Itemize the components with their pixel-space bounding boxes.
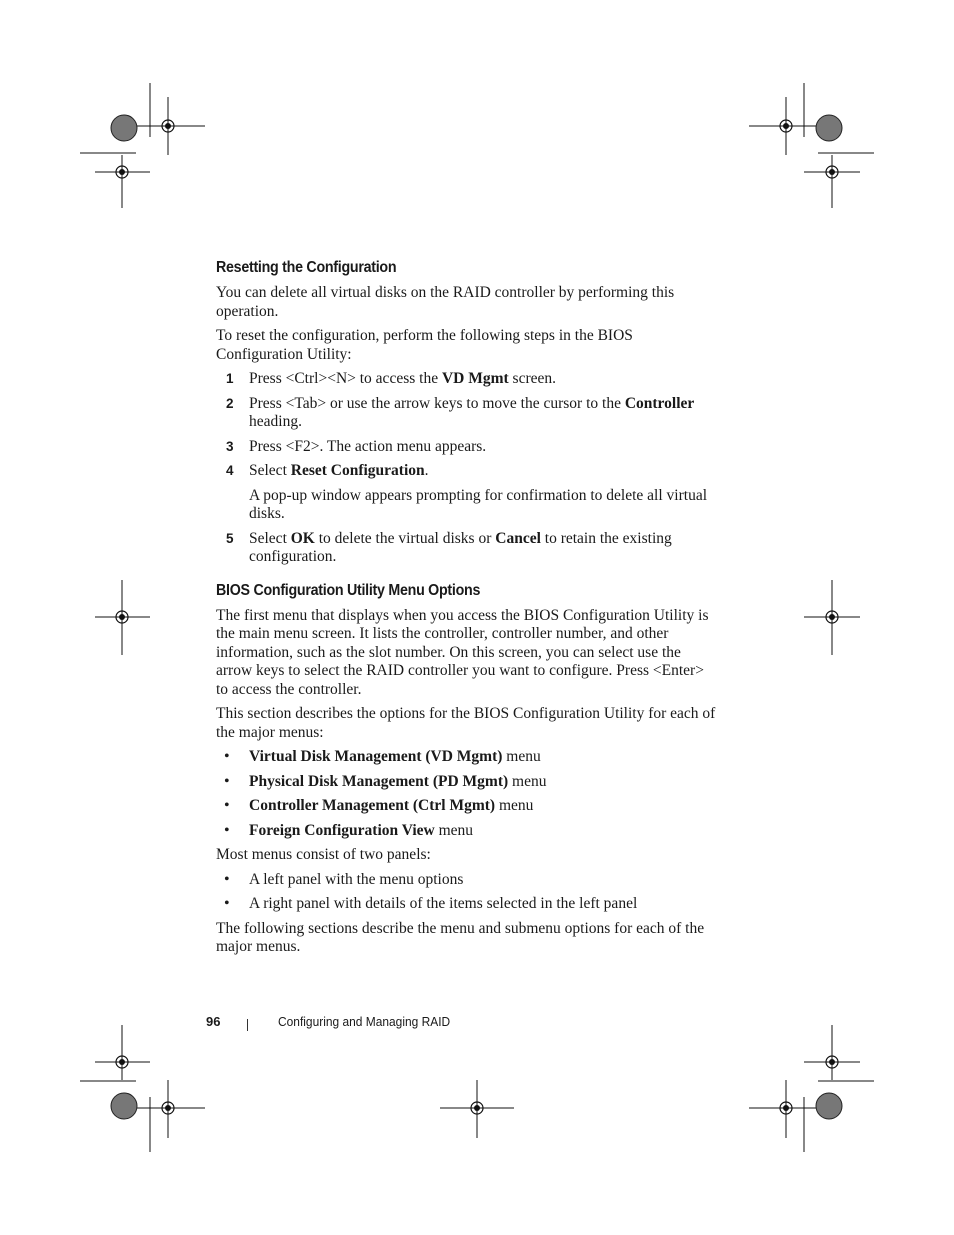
step-number: 3 [226,438,234,454]
registration-mark-icon [776,116,796,136]
color-bar-circle-icon [111,1093,137,1119]
list-item: • Virtual Disk Management (VD Mgmt) menu [224,748,541,765]
step-number: 4 [226,463,234,478]
step-item: 4 Select Reset Configuration. A pop-up window appears prompting for confirmation to delete all virtual disks. [216,462,716,524]
step-number: 1 [226,371,234,386]
footer-divider [247,1019,248,1031]
footer-chapter-title: Configuring and Managing RAID [278,1014,451,1029]
registration-mark-icon [467,1098,487,1118]
list-item: • Foreign Configuration View menu [224,821,474,839]
registration-mark-icon [158,116,178,136]
step-number: 2 [226,395,234,411]
registration-mark-icon [822,607,842,627]
bullet-icon: • [224,870,230,888]
section-heading-reset: Resetting the Configuration [216,259,397,276]
bullet-icon: • [224,821,230,839]
step-note: A pop-up window appears prompting for confirmation to delete all virtual disks. [249,486,707,522]
step-number: 5 [226,530,234,546]
bullet-icon: • [224,797,230,814]
step-item: 3 Press <F2>. The action menu appears. [226,437,487,455]
bullet-icon: • [224,748,230,765]
color-bar-circle-icon [816,1093,842,1119]
intro-paragraph: You can delete all virtual disks on the RAID controller by performing this operation. [216,284,675,320]
page-content [216,258,716,963]
registration-mark-icon [776,1098,796,1118]
body-paragraph: Most menus consist of two panels: [216,846,431,863]
page-number: 96 [206,1014,221,1029]
list-item: • A right panel with details of the items selected in the left panel [224,895,638,912]
registration-mark-icon [112,162,132,182]
registration-mark-icon [112,607,132,627]
lead-paragraph: To reset the configuration, perform the following steps in the BIOS Configuration Utility: [216,327,633,363]
step-item: 2 Press <Tab> or use the arrow keys to move the cursor to the Controller heading. [226,394,695,430]
section-heading-bios-menu: BIOS Configuration Utility Menu Options [216,581,481,599]
body-paragraph: The following sections describe the menu and submenu options for each of the major menus. [216,919,705,955]
registration-mark-icon [158,1098,178,1118]
list-item: • A left panel with the menu options [224,870,464,888]
body-paragraph: This section describes the options for the BIOS Configuration Utility for each of the major menus: [216,705,716,741]
bullet-icon: • [224,895,230,912]
color-bar-circle-icon [111,115,137,141]
registration-mark-icon [822,162,842,182]
step-item: 5 Select OK to delete the virtual disks or Cancel to retain the existing configuration. [226,529,672,565]
list-item: • Controller Management (Ctrl Mgmt) menu [224,797,534,814]
registration-mark-icon [112,1052,132,1072]
color-bar-circle-icon [816,115,842,141]
body-paragraph: The first menu that displays when you access the BIOS Configuration Utility is the main menu screen. It lists the controller, controller number, and other information, such as the slot number. On this screen, you can select use the arrow keys to select the RAID controller you want to configure. Press <Enter> to access the controller. [216,606,709,698]
registration-mark-icon [822,1052,842,1072]
list-item: • Physical Disk Management (PD Mgmt) menu [224,772,547,790]
step-item: 1 Press <Ctrl><N> to access the VD Mgmt screen. [226,370,557,387]
bullet-icon: • [224,772,230,790]
